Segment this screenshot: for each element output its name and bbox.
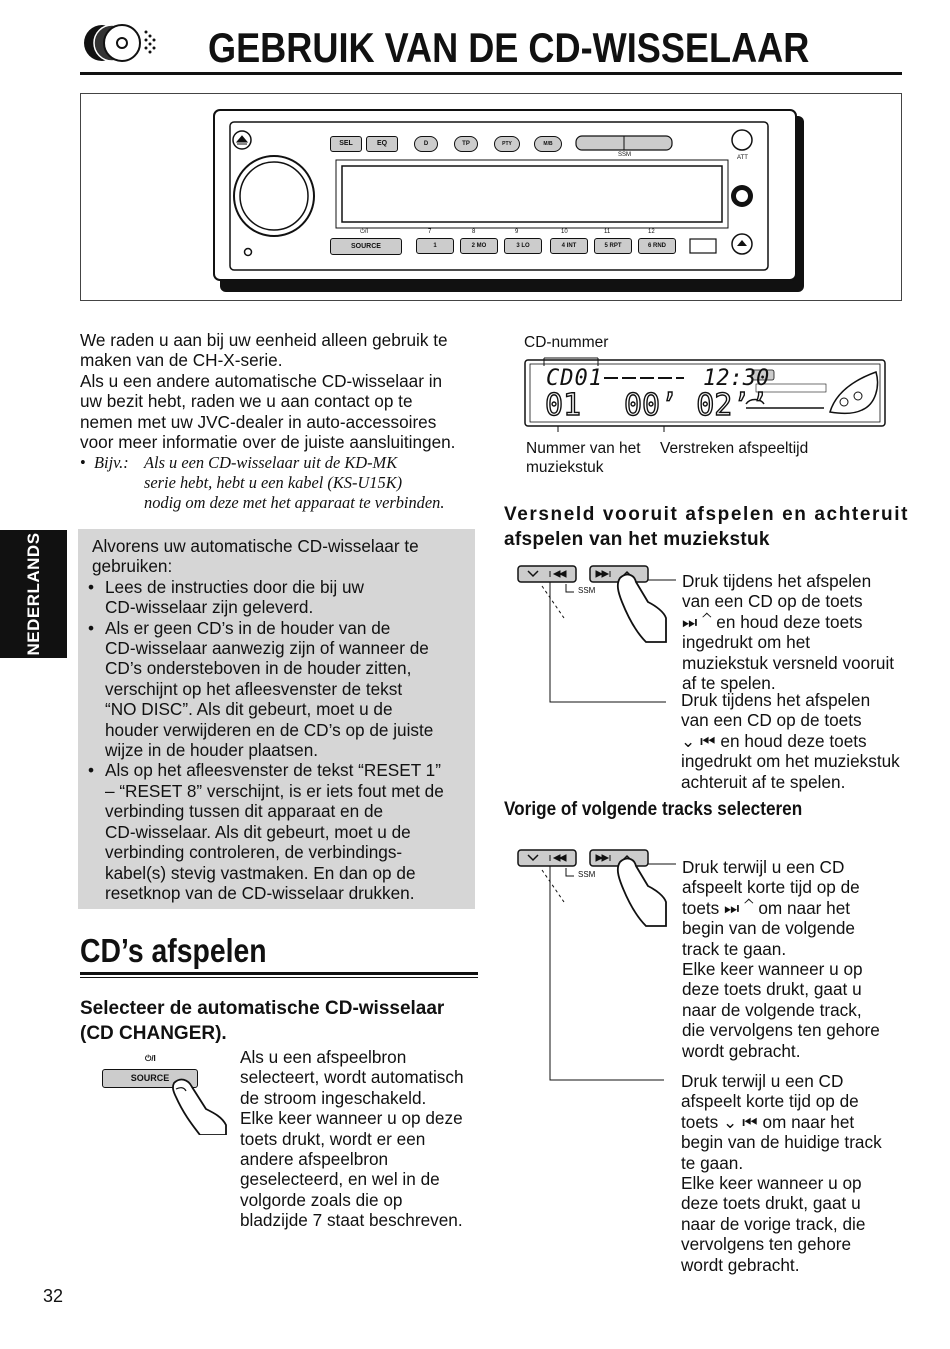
backward-line: ⌄ ⏮ en houd deze toets — [681, 730, 867, 751]
ssm-label-1: SSM — [578, 586, 596, 595]
intro-line: voor meer informatie over de juiste aansluitingen. — [80, 432, 456, 453]
backward-line: ingedrukt om het muziekstuk — [681, 751, 900, 772]
backward-line: van een CD op de toets — [681, 710, 862, 731]
ffrew-heading-line: afspelen van het muziekstuk — [504, 529, 770, 550]
mb-button[interactable]: M/B — [534, 136, 562, 152]
example-label: Bijv.: — [94, 453, 129, 472]
caution-bullet-line: CD-wisselaar aanwezig zijn of wanneer de — [105, 638, 429, 659]
page-title: GEBRUIK VAN DE CD-WISSELAAR — [208, 24, 810, 71]
skip-buttons-illustration-1 — [516, 562, 676, 707]
caution-intro-line: gebruiken: — [92, 556, 173, 577]
play-line: Als u een afspeelbron — [240, 1047, 407, 1067]
prev-line: naar de vorige track, die — [681, 1213, 866, 1234]
prev-line: deze toets drukt, gaat u — [681, 1193, 861, 1214]
preset-top-8: 8 — [472, 229, 476, 235]
display-elapsed-time: 00’ 02’’ — [624, 388, 769, 423]
caution-text — [88, 536, 472, 903]
preset-top-9: 9 — [515, 229, 519, 235]
eq-button[interactable]: EQ — [366, 136, 398, 152]
next-line: wordt gebracht. — [682, 1040, 801, 1061]
preset-top-10: 10 — [561, 229, 568, 235]
title-rule — [80, 72, 902, 75]
caution-bullet: • Als op het afleesvenster de tekst “RESET 1” – “RESET 8” verschijnt, is er iets fout met de verbinding tussen dit apparaat en de CD-wisselaar. Als dit gebeurt, moet u de verbinding controleren, de verbindings- kabel(s) stevig vastmaken. En dan op de resetknop van de CD-wisselaar drukken. — [92, 760, 472, 903]
prev-line: wordt gebracht. — [681, 1254, 800, 1275]
preset-top-12: 12 — [648, 229, 655, 235]
ffrew-forward-text — [682, 571, 922, 693]
next-line: track te gaan. — [682, 938, 787, 959]
intro-text — [80, 330, 485, 452]
play-subheading — [80, 996, 480, 1046]
play-line: toets drukt, wordt er een — [240, 1128, 426, 1149]
prev-line: vervolgens ten gehore — [681, 1234, 852, 1255]
ffrew-heading-line: Versneld vooruit afspelen en achteruit — [504, 504, 910, 525]
source-button[interactable]: SOURCE — [330, 238, 402, 255]
caution-bullet-line: Als op het afleesvenster de tekst “RESET 1” — [105, 760, 441, 781]
label-cd-number: CD-nummer — [524, 334, 609, 351]
caution-bullet-line: Lees de instructies door die bij uw — [105, 576, 364, 597]
language-tab-label: NEDERLANDS — [24, 532, 43, 656]
caution-bullet-line: houder verwijderen en de CD’s op de juiste — [105, 719, 434, 740]
prev-line: Druk terwijl u een CD — [681, 1071, 844, 1091]
caution-bullet-line: – “RESET 8” verschijnt, is er iets fout met de — [105, 780, 444, 801]
label-track-line: muziekstuk — [526, 459, 604, 476]
caution-bullet-line: CD’s ondersteboven in de houder zitten, — [105, 658, 412, 679]
prev-line: begin van de huidige track — [681, 1132, 882, 1153]
tracks-next-text — [682, 857, 922, 1061]
caution-bullet-line: verschijnt op het afleesvenster de tekst — [105, 678, 403, 699]
caution-bullet-line: resetknop van de CD-wisselaar drukken. — [105, 882, 415, 903]
source-button-illustration[interactable]: SOURCE — [102, 1069, 198, 1088]
caution-bullet: • Als er geen CD’s in de houder van de CD-wisselaar aanwezig zijn of wanneer de CD’s ondersteboven in de houder zitten, verschijnt op het afleesvenster de tekst “NO DISC”. Als dit gebeurt, moet u de houder verwijderen en de CD’s op de juiste wijze in de houder plaatsen. — [92, 618, 472, 761]
caution-bullet-line: verbinding tussen dit apparaat en de — [105, 801, 384, 822]
prev-line: te gaan. — [681, 1152, 744, 1173]
forward-line: Druk tijdens het afspelen — [682, 571, 872, 591]
radio-top-buttons — [330, 136, 570, 152]
skip-buttons-illustration-2 — [516, 846, 676, 1086]
play-description — [240, 1047, 485, 1231]
language-tab — [0, 530, 67, 658]
next-line: die vervolgens ten gehore — [682, 1020, 880, 1041]
preset-button-2[interactable]: 2 MO — [460, 238, 498, 254]
caution-bullet-line: verbinding controleren, de verbindings- — [105, 842, 403, 863]
play-line: bladzijde 7 staat beschreven. — [240, 1210, 463, 1231]
play-subheading-line: Selecteer de automatische CD-wisselaar — [80, 998, 445, 1019]
backward-line: Druk tijdens het afspelen — [681, 690, 871, 710]
display-clock: 12:30 — [703, 366, 770, 391]
preset-top-11: 11 — [604, 229, 611, 235]
preset-button-4[interactable]: 4 INT — [550, 238, 588, 254]
play-line: geselecteerd, en wel in de — [240, 1169, 440, 1190]
caution-bullet-line: “NO DISC”. Als dit gebeurt, moet u de — [105, 699, 393, 720]
preset-button-3[interactable]: 3 LO — [504, 238, 542, 254]
play-line: Elke keer wanneer u op deze — [240, 1108, 463, 1129]
forward-line: ⏭ ⌃ en houd deze toets — [682, 611, 863, 632]
forward-line: ingedrukt om het — [682, 632, 811, 653]
preset-buttons — [416, 238, 676, 254]
intro-line: We raden u aan bij uw eenheid alleen gebruik te — [80, 330, 448, 350]
section-title-play: CD’s afspelen — [80, 932, 267, 969]
intro-line: maken van de CH-X-serie. — [80, 350, 283, 371]
forward-line: muziekstuk versneld vooruit — [682, 652, 895, 673]
page-number: 32 — [43, 1286, 64, 1306]
preset-button-6[interactable]: 6 RND — [638, 238, 676, 254]
play-line: selecteert, wordt automatisch — [240, 1067, 464, 1088]
d-button[interactable]: D — [414, 136, 438, 152]
pty-button[interactable]: PTY — [494, 136, 520, 152]
caution-bullet-line: CD-wisselaar. Als dit gebeurt, moet u de — [105, 821, 411, 842]
preset-button-1[interactable]: 1 — [416, 238, 454, 254]
sel-button[interactable]: SEL — [330, 136, 362, 152]
next-line: begin van de volgende — [682, 918, 855, 939]
label-track-number — [526, 439, 641, 477]
caution-bullet-line: wijze in de houder plaatsen. — [105, 740, 319, 761]
caution-bullet-line: Als er geen CD’s in de houder van de — [105, 617, 391, 638]
forward-line: van een CD op de toets — [682, 591, 863, 612]
next-line: deze toets drukt, gaat u — [682, 979, 862, 1000]
play-line: de stroom ingeschakeld. — [240, 1087, 427, 1108]
label-track-line: Nummer van het — [526, 440, 641, 457]
source-power-symbol: ⏻/I — [145, 1054, 156, 1063]
intro-line: uw bezit hebt, raden we u aan contact op te — [80, 391, 413, 412]
label-elapsed-time: Verstreken afspeeltijd — [660, 440, 809, 457]
example-line: Als u een CD-wisselaar uit de KD-MK — [144, 453, 398, 472]
ssm-label-2: SSM — [578, 870, 596, 879]
display-track-number: 01 — [545, 388, 582, 423]
forward-line: af te spelen. — [682, 673, 776, 694]
example-line: nodig om deze met het apparaat te verbinden. — [144, 493, 445, 512]
intro-line: nemen met uw JVC-dealer in auto-accessoires — [80, 411, 437, 432]
prev-line: Elke keer wanneer u op — [681, 1173, 862, 1194]
next-line: naar de volgende track, — [682, 999, 862, 1020]
intro-line: Als u een andere automatische CD-wisselaar in — [80, 370, 443, 391]
power-symbol: ⏻/I — [360, 229, 369, 235]
ffrew-heading — [504, 502, 910, 552]
next-line: Elke keer wanneer u op — [682, 959, 863, 980]
ssm-label: SSM — [618, 152, 632, 158]
section-rule-play — [80, 972, 478, 975]
play-line: volgorde zoals die op — [240, 1189, 403, 1210]
play-line: andere afspeelbron — [240, 1149, 389, 1170]
caution-bullet-line: kabel(s) stevig vastmaken. En dan op de — [105, 862, 416, 883]
caution-intro-line: Alvorens uw automatische CD-wisselaar te — [92, 536, 419, 556]
pressing-finger-icon — [170, 1075, 230, 1135]
preset-top-7: 7 — [428, 229, 432, 235]
tracks-heading: Vorige of volgende tracks selecteren — [504, 798, 803, 820]
att-label: ATT — [737, 155, 748, 161]
example-bullet: • — [80, 453, 86, 472]
tp-button[interactable]: TP — [454, 136, 478, 152]
next-line: afspeelt korte tijd op de — [682, 877, 860, 898]
caution-bullet: • Lees de instructies door die bij uw CD-wisselaar zijn geleverd. — [92, 577, 472, 618]
next-line: toets ⏭ ⌃ om naar het — [682, 897, 851, 918]
caution-bullet-line: CD-wisselaar zijn geleverd. — [105, 597, 314, 618]
play-subheading-line: (CD CHANGER). — [80, 1023, 227, 1044]
example-line: serie hebt, hebt u een kabel (KS-U15K) — [144, 473, 403, 492]
prev-line: toets ⌄ ⏮ om naar het — [681, 1111, 855, 1132]
next-line: Druk terwijl u een CD — [682, 857, 845, 877]
section-rule-play-thin — [80, 977, 478, 978]
cd-changer-icon — [82, 20, 162, 66]
preset-button-5[interactable]: 5 RPT — [594, 238, 632, 254]
display-cd-number: CD01 — [546, 366, 603, 391]
ffrew-backward-text — [681, 690, 926, 792]
prev-line: afspeelt korte tijd op de — [681, 1091, 859, 1112]
tracks-prev-text — [681, 1071, 921, 1275]
backward-line: achteruit af te spelen. — [681, 771, 846, 792]
